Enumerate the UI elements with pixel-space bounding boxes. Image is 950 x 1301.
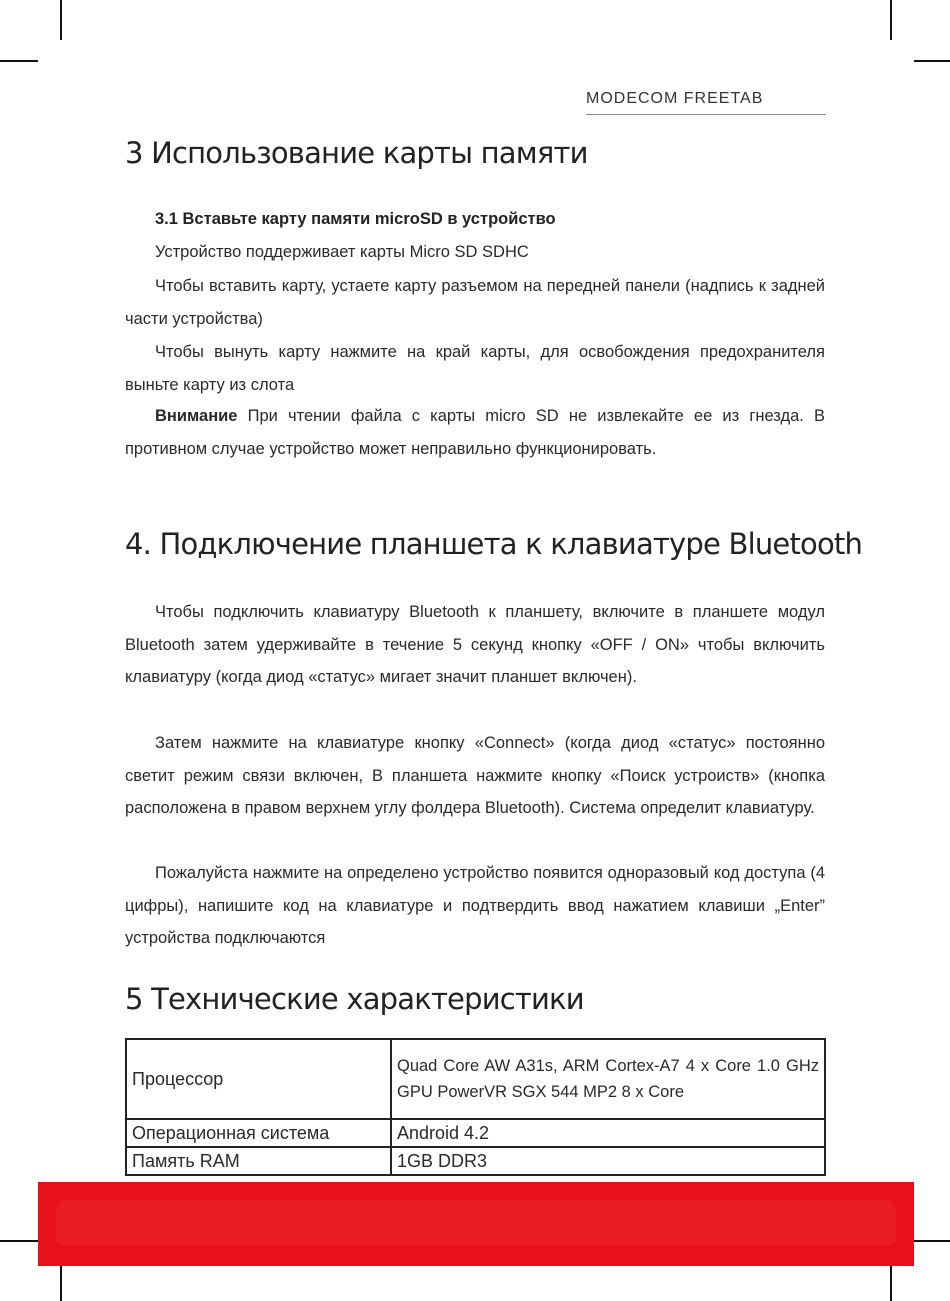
spec-key: Операционная система: [126, 1119, 391, 1147]
header-rule: [586, 114, 826, 115]
paragraph-text: При чтении файла с карты micro SD не извлекайте ее из гнезда. В противном случае устройство может неправильно функционировать.: [125, 407, 825, 458]
table-row: [126, 1119, 825, 1147]
section-3-title: 3 Использование карты памяти: [125, 136, 588, 170]
spec-key: Процессор: [126, 1039, 391, 1119]
section-4-paragraph-2: [125, 727, 825, 825]
section-5-title: 5 Технические характеристики: [125, 982, 584, 1016]
section-3-warning-paragraph: [125, 400, 825, 465]
paragraph-text: Чтобы вынуть карту нажмите на край карты, для освобождения предохранителя выньте карту из слота: [125, 343, 825, 394]
paragraph-text: Затем нажмите на клавиатуре кнопку «Connect» (когда диод «статус» постоянно светит режим связи включен, В планшета нажмите кнопку «Поиск устроиств» (кнопка расположена в правом верхнем углу фолдера Bluetooth). Система определит клавиатуру.: [125, 734, 825, 817]
crop-mark-top-left-h: [0, 60, 38, 62]
spec-value: 1GB DDR3: [391, 1147, 825, 1175]
paragraph-text: Чтобы подключить клавиатуру Bluetooth к планшету, включите в планшете модул Bluetooth затем удерживайте в течение 5 секунд кнопку «OFF / ON» чтобы включить клавиатуру (когда диод «статус» мигает значит планшет включен).: [125, 603, 825, 686]
footer-band-inner: [56, 1200, 896, 1246]
crop-mark-bottom-left-h: [0, 1240, 38, 1242]
crop-mark-top-right-v: [890, 0, 892, 40]
section-4-title: 4. Подключение планшета к клавиатуре Bluetooth: [125, 527, 863, 561]
crop-mark-bottom-right-h: [914, 1240, 950, 1242]
spec-key: Память RAM: [126, 1147, 391, 1175]
crop-mark-bottom-left-v: [60, 1262, 62, 1301]
paragraph-text: Пожалуйста нажмите на определено устройство появится одноразовый код доступа (4 цифры), напишите код на клавиатуре и подтвердить ввод нажатием клавиши „Enter” устройства подключаются: [125, 864, 825, 947]
spec-table: [125, 1038, 826, 1176]
section-4-paragraph-3: [125, 857, 825, 955]
section-3-paragraph-3: [125, 336, 825, 401]
spec-value: Quad Core AW A31s, ARM Cortex-A7 4 x Core 1.0 GHz GPU PowerVR SGX 544 MP2 8 x Core: [391, 1039, 825, 1119]
section-3-1-subtitle: 3.1 Вставьте карту памяти microSD в устройство: [155, 210, 556, 228]
section-3-paragraph-1: [125, 236, 825, 269]
paragraph-text: Устройство поддерживает карты Micro SD SDHC: [155, 243, 529, 261]
table-row: [126, 1147, 825, 1175]
spec-value: Android 4.2: [391, 1119, 825, 1147]
warning-label: Внимание: [155, 407, 238, 425]
section-4-paragraph-1: [125, 596, 825, 694]
table-row: [126, 1039, 825, 1119]
crop-mark-top-left-v: [60, 0, 62, 40]
crop-mark-top-right-h: [914, 60, 950, 62]
paragraph-text: Чтобы вставить карту, устаете карту разъемом на передней панели (надпись к задней части устройства): [125, 277, 825, 328]
crop-mark-bottom-right-v: [890, 1262, 892, 1301]
running-header: MODECOM FREETAB: [586, 90, 764, 107]
section-3-paragraph-2: [125, 270, 825, 335]
